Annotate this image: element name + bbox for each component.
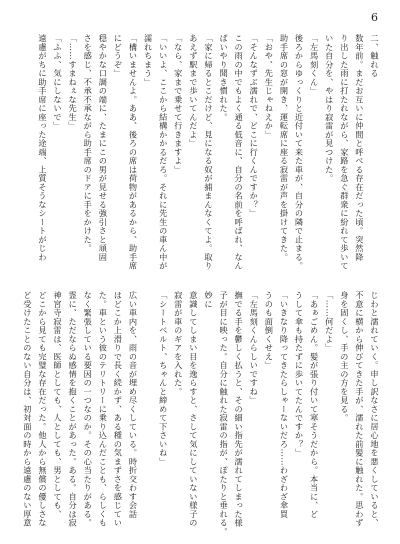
text-line: 「シートベルト、ちゃんと締めて下さいね」 bbox=[158, 291, 169, 466]
text-line: 穏やかな口調の端に、たまにこの男が見せる強引さと頑固 bbox=[98, 34, 109, 262]
text-line: 「左馬刻くんらしいですね」 bbox=[249, 291, 260, 405]
text-line: 「なら、家まで乗せて行きますよ」 bbox=[173, 34, 184, 174]
text-line: 助手席の窓が開き、運転席に座る寂雷が声を掛けてきた。 bbox=[279, 34, 290, 262]
text-line: 子が目に映った。自分に触れた寂雷の指が、ぽたりと垂れる。妙に bbox=[203, 291, 230, 536]
text-line: 意識してしまい目を逸らすと、さして気にしていない様子の bbox=[188, 291, 199, 528]
text-line: 神宮寺寂雷は、医師としても、人としても、男としても、 bbox=[53, 291, 64, 519]
text-line: 「ふふ、気にしないで」 bbox=[53, 34, 64, 131]
text-line: にどうぞ」 bbox=[113, 34, 124, 78]
text-line: 遠慮がちに助手席に座った途端、上質そうなシートがじわ bbox=[37, 34, 48, 262]
text-line: 撫でる手を鬱しく払うと、その細い指先が濡れてしまった様 bbox=[234, 291, 245, 528]
text-line: うして傘も持たずに歩いてたんですか？」 bbox=[294, 291, 305, 458]
text-line: なく緊張している要因の一つなのか。その心当たりがある。 bbox=[83, 291, 94, 528]
text-line: 身を固くし、手の主の方を見る。 bbox=[339, 291, 350, 423]
text-line: じわと濡れていく。申し訳なさに居心地を悪くしていると、 bbox=[370, 291, 380, 528]
text-line: た。車という彼のテリトリーに乗り込んだことも、らしくも bbox=[98, 291, 109, 528]
text-line: 「家に帰るとこだけど、見になる奴が捕まんなくてよ。取り bbox=[203, 34, 214, 271]
text-line: 広い車内を、雨の音が埋め尽くしている。時折交わす会話 bbox=[128, 291, 139, 519]
text-line: 不意に横から伸びてきた手が、濡れた前髪に触れた。思わず bbox=[354, 291, 365, 528]
text-line bbox=[141, 291, 156, 538]
text-line: 後ろからゆっくりと近付いて来た車が、自分の隣で止まる。 bbox=[294, 34, 305, 271]
text-line: 「構いませんよ。ああ、後ろの席は荷物があるから、助手席 bbox=[128, 34, 139, 271]
text-line: 「おや、先生じゃねえか」 bbox=[264, 34, 275, 139]
upper-text-block bbox=[18, 34, 382, 284]
page-number: 6 bbox=[371, 11, 378, 24]
text-line: 「いきなり降ってきたらしゃーないだろ……わざわざ傘買 bbox=[279, 291, 290, 519]
text-line: 「……すまねぇな先生」 bbox=[68, 34, 79, 131]
text-line: り出した雨に打たれながら、家路を急ぐ群衆に紛れて歩いて bbox=[339, 34, 350, 271]
text-line: ど受けたことのない自分は、初対面の時から遠慮のない厚意 bbox=[22, 291, 33, 528]
text-line: 「……何だよ」 bbox=[324, 291, 335, 353]
text-line: ぱいやり聞き慣れた。 bbox=[219, 34, 230, 122]
lower-text-block bbox=[18, 291, 382, 538]
text-line: はどこか上滑りで長く続かず、ある種の気まずさを感じてい bbox=[113, 291, 124, 528]
text-line: 数年前。まだお互いに仲間と呼べる存在だった頃。突然降 bbox=[354, 34, 365, 262]
text-line: 寂雷が車のギアを入れた。 bbox=[173, 291, 184, 396]
text-line: 「いいよ、ここから結構かかるだろ。それに先生の車ん中が bbox=[158, 34, 169, 271]
text-line: 濡れちまう」 bbox=[143, 34, 154, 87]
text-line: あえず駅まで歩いてんだよ」 bbox=[188, 34, 199, 148]
text-line: 二、触れる bbox=[370, 34, 380, 78]
text-line: 「あぁごめん。髪が張り付いて寒そうだから。本当に、ど bbox=[309, 291, 320, 519]
text-line: この雨の中でもよく通る低音に、自分の名前を呼ばれ、なん bbox=[234, 34, 245, 271]
text-line: 「そんなずぶ濡れで、どこに行くんですか？」 bbox=[249, 34, 260, 218]
text-line: 「左馬刻くん」 bbox=[309, 34, 320, 96]
text-line: 霊に、ただならぬ感情を抱くことがあった。ある。自分は寂 bbox=[68, 291, 79, 528]
text-line: うのも面倒くせえ」 bbox=[264, 291, 275, 370]
text-line: どこから見ても完璧な存在だった。他人から無償の優しさな bbox=[37, 291, 48, 528]
text-line: さを感じ、不承不承ながら助手席のドアに手をかけた。 bbox=[83, 34, 94, 253]
text-line: いた自分を、やはり寂雷が見つけた。 bbox=[324, 34, 335, 183]
